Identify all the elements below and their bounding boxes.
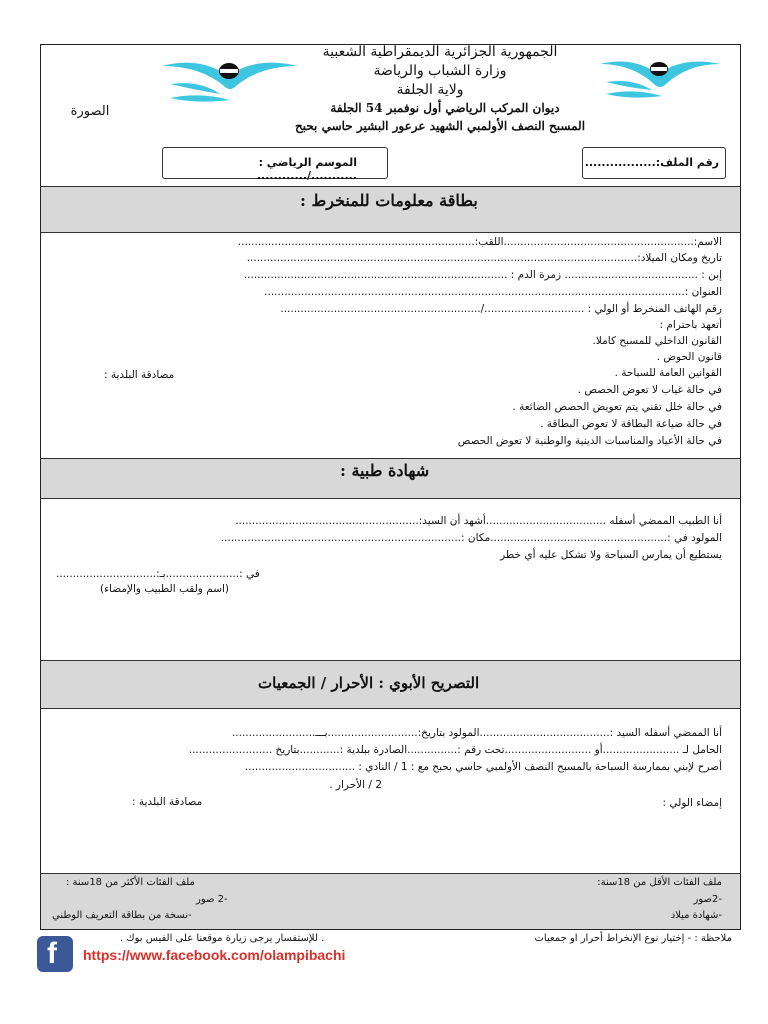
note-text: ملاحظة : - إختيار نوع الإنخراط أحرار او جمعيات [534, 933, 732, 944]
parental-declaration-title: التصريح الأبوي : الأحرار / الجمعيات [258, 674, 480, 692]
file-number-box [582, 147, 726, 179]
medical-certificate-title: شهادة طبية : [340, 461, 430, 480]
swimmer-logo-right [598, 54, 722, 104]
field-id-document[interactable]: الحامل لـ .......................أو ..........................تحت رقم :...............الصادرة ببلدية :............بتاريخ ......................... [188, 744, 722, 756]
facebook-link[interactable]: https://www.facebook.com/olampibachi [83, 947, 346, 963]
header-pool: المسبح النصف الأولمبي الشهيد عرعور البشير حاسي بحبح [294, 119, 586, 133]
doctor-signature-label: (اسم ولقب الطبيب والإمضاء) [100, 583, 230, 595]
municipality-stamp-label: مصادقة البلدية : [104, 369, 175, 381]
rule-technical: في حالة خلل تقني يتم تعويض الحصص الضائعة . [512, 401, 722, 413]
header-office: ديوان المركب الرياضي أول نوفمبر 54 الجلفة [330, 101, 560, 115]
rule-general: القوانين العامة للسباحة . [614, 367, 722, 379]
rule-internal: القانون الداخلي للمسبح كاملا. [592, 335, 722, 347]
under18-title: ملف الفئات الأقل من 18سنة: [597, 877, 722, 888]
photo-label: الصورة [70, 104, 110, 119]
season-box [162, 147, 388, 182]
facebook-letter: f [47, 937, 57, 970]
field-address[interactable]: العنوان :.............................................................................................................................. [264, 286, 722, 298]
over18-id-copy: -نسخة من بطاقة التعريف الوطني [52, 910, 192, 921]
field-guardian[interactable]: أنا الممضي أسفله السيد :.......................................المولود بتاريخ:...........................بـــ......................... [231, 727, 722, 739]
field-phone[interactable]: رقم الهاتف المنخرط أو الولي : ............................../............................................................ [280, 303, 722, 315]
field-birth[interactable]: تاريخ ومكان الميلاد:..................................................................................................................... [246, 252, 722, 264]
field-date-place[interactable]: في :......................بـ:.............................. [56, 568, 260, 580]
file-number-field[interactable]: رقم الملف:................. [584, 156, 719, 169]
over18-title: ملف الفئات الأكثر من 18سنة : [66, 877, 195, 888]
rule-card-loss: في حالة ضياعة البطاقة لا تعوض البطاقة . [540, 418, 722, 430]
municipality-stamp-label-2: مصادقة البلدية : [132, 796, 203, 808]
header-republic: الجمهورية الجزائرية الديمقراطية الشعبية [322, 44, 558, 60]
field-club-option[interactable]: أصرح لإبني بممارسة السباحة بالمسبح النصف الأولمبي حاسي بحبح مع : 1 / النادي : ................................. [244, 761, 722, 773]
contact-text: . للإستفسار يرجى زيارة موقعنا على الفيس بوك . [120, 933, 325, 944]
header-ministry: وزارة الشباب والرياضة [373, 63, 507, 79]
member-info-title: بطاقة معلومات للمنخرط : [300, 191, 478, 210]
season-field[interactable]: الموسم الرياضي : .........../............ [256, 156, 357, 182]
header-wilaya: ولاية الجلفة [396, 82, 464, 98]
guardian-signature-label: إمضاء الولي : [662, 797, 722, 809]
field-born-in[interactable]: المولود في :.....................................................مكان :........................................................................ [220, 532, 722, 544]
field-name[interactable]: الاسم:.........................................................اللقب:....................................................................... [237, 236, 722, 248]
under18-photos: -2صور [693, 894, 722, 905]
field-doctor[interactable]: أنا الطبيب الممضي أسفله ....................................أشهد أن السيد:....................................................... [235, 515, 722, 527]
over18-photos: -2 صور [196, 894, 228, 905]
rule-absence: في حالة غياب لا تعوض الحصص . [577, 384, 722, 396]
rule-pool: قانون الحوض . [656, 351, 722, 363]
under18-birth-cert: -شهادة ميلاد [670, 910, 722, 921]
field-son-of[interactable]: إبن : ........................................ زمرة الدم : ............................................................................... [243, 269, 722, 281]
pledge-label: أتعهد باحترام : [659, 319, 722, 331]
facebook-icon[interactable] [37, 936, 73, 972]
swimmer-logo-left [160, 54, 300, 108]
fitness-statement: يستطيع أن يمارس السباحة ولا تشكل عليه أي خطر [500, 549, 722, 561]
free-option[interactable]: 2 / الأحرار . [329, 779, 382, 791]
rule-holidays: في حالة الأعياد والمناسبات الدينية والوطنية لا تعوض الحصص [457, 435, 722, 447]
